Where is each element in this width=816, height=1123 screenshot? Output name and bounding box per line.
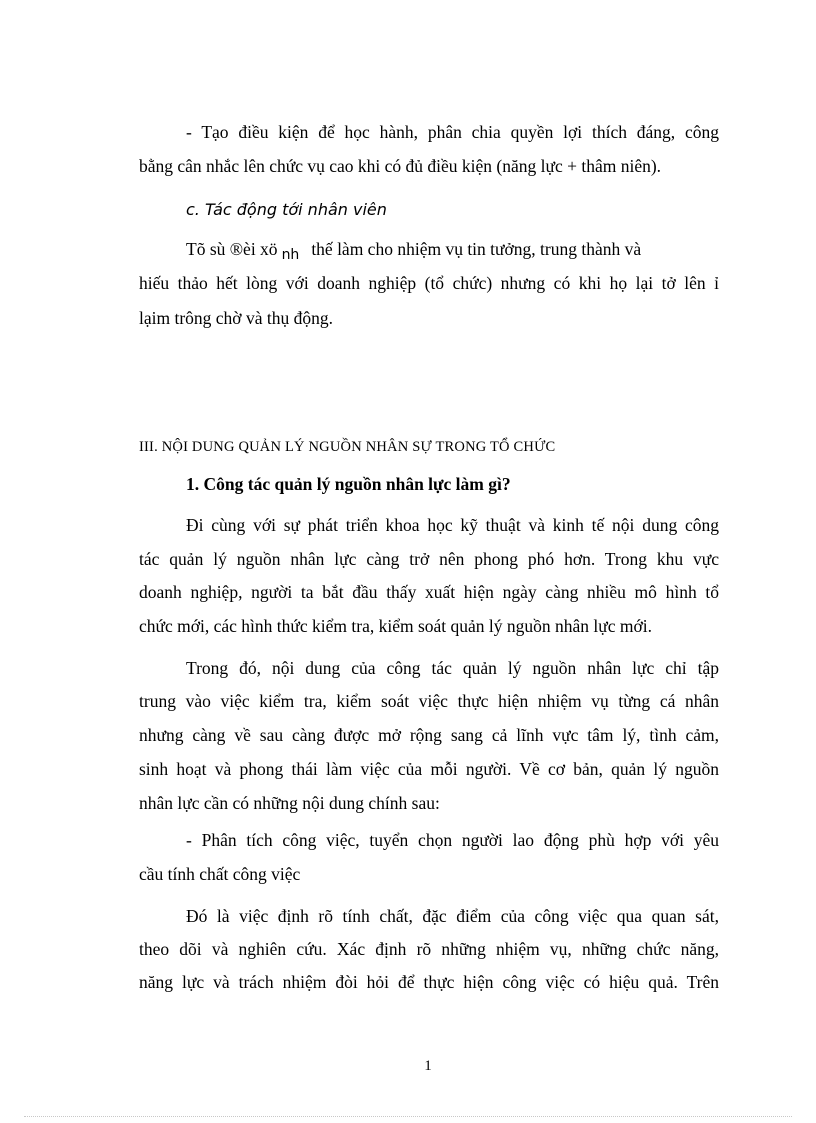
paragraph-2-line-2: hiếu thảo hết lòng với doanh nghiệp (tổ chức) nhưng có khi họ lại tở lên ỉ — [139, 273, 719, 293]
paragraph-4-line-3: nhưng càng về sau càng được mở rộng sang cả lĩnh vực tâm lý, tình cảm, — [139, 725, 719, 745]
paragraph-2-line-1 — [186, 237, 719, 263]
paragraph-3-line-3: doanh nghiệp, người ta bắt đầu thấy xuất hiện ngày càng nhiều mô hình tổ — [139, 582, 719, 602]
paragraph-6-line-1: Đó là việc định rõ tính chất, đặc điểm của công việc qua quan sát, — [186, 906, 719, 926]
paragraph-4-line-4: sinh hoạt và phong thái làm việc của mỗi người. Về cơ bản, quản lý nguồn — [139, 759, 719, 779]
subsection-c-heading: c. Tác động tới nhân viên — [186, 200, 387, 219]
paragraph-3-line-1: Đi cùng với sự phát triển khoa học kỹ thuật và kinh tế nội dung công — [186, 515, 719, 535]
paragraph-2-line-1-part-a: Tõ sù ®èi xö — [186, 239, 278, 259]
paragraph-1-line-1: - Tạo điều kiện để học hành, phân chia quyền lợi thích đáng, công — [186, 122, 719, 142]
paragraph-2-line-1-part-b: thế làm cho nhiệm vụ tin tưởng, trung thành và — [311, 239, 642, 259]
paragraph-1-line-2: bằng cân nhắc lên chức vụ cao khi có đủ điều kiện (năng lực + thâm niên). — [139, 156, 662, 176]
page-number: 1 — [424, 1058, 432, 1074]
page-bottom-edge — [24, 1116, 792, 1117]
paragraph-2-small-fragment: nh — [281, 247, 300, 263]
paragraph-5-line-2: cầu tính chất công việc — [139, 864, 301, 884]
section-heading: III. NỘI DUNG QUẢN LÝ NGUỒN NHÂN SỰ TRONG TỔ CHỨC — [139, 439, 556, 455]
paragraph-5-line-1: - Phân tích công việc, tuyển chọn người lao động phù hợp với yêu — [186, 830, 719, 850]
paragraph-2-line-3: lạim trông chờ và thụ động. — [139, 308, 333, 328]
paragraph-6-line-2: theo dõi và nghiên cứu. Xác định rõ những nhiệm vụ, những chức năng, — [139, 939, 719, 959]
paragraph-4-line-1: Trong đó, nội dung của công tác quản lý nguồn nhân lực chỉ tập — [186, 658, 719, 678]
paragraph-4-line-2: trung vào việc kiểm tra, kiểm soát việc thực hiện nhiệm vụ từng cá nhân — [139, 691, 719, 711]
paragraph-6-line-3: năng lực và trách nhiệm đòi hỏi để thực hiện công việc có hiệu quả. Trên — [139, 972, 719, 992]
paragraph-3-line-2: tác quản lý nguồn nhân lực càng trở nên phong phó hơn. Trong khu vực — [139, 549, 719, 569]
subheading-1: 1. Công tác quản lý nguồn nhân lực làm gì? — [186, 474, 511, 494]
paragraph-3-line-4: chức mới, các hình thức kiểm tra, kiểm soát quản lý nguồn nhân lực mới. — [139, 616, 653, 636]
paragraph-4-line-5: nhân lực cần có những nội dung chính sau: — [139, 793, 440, 813]
